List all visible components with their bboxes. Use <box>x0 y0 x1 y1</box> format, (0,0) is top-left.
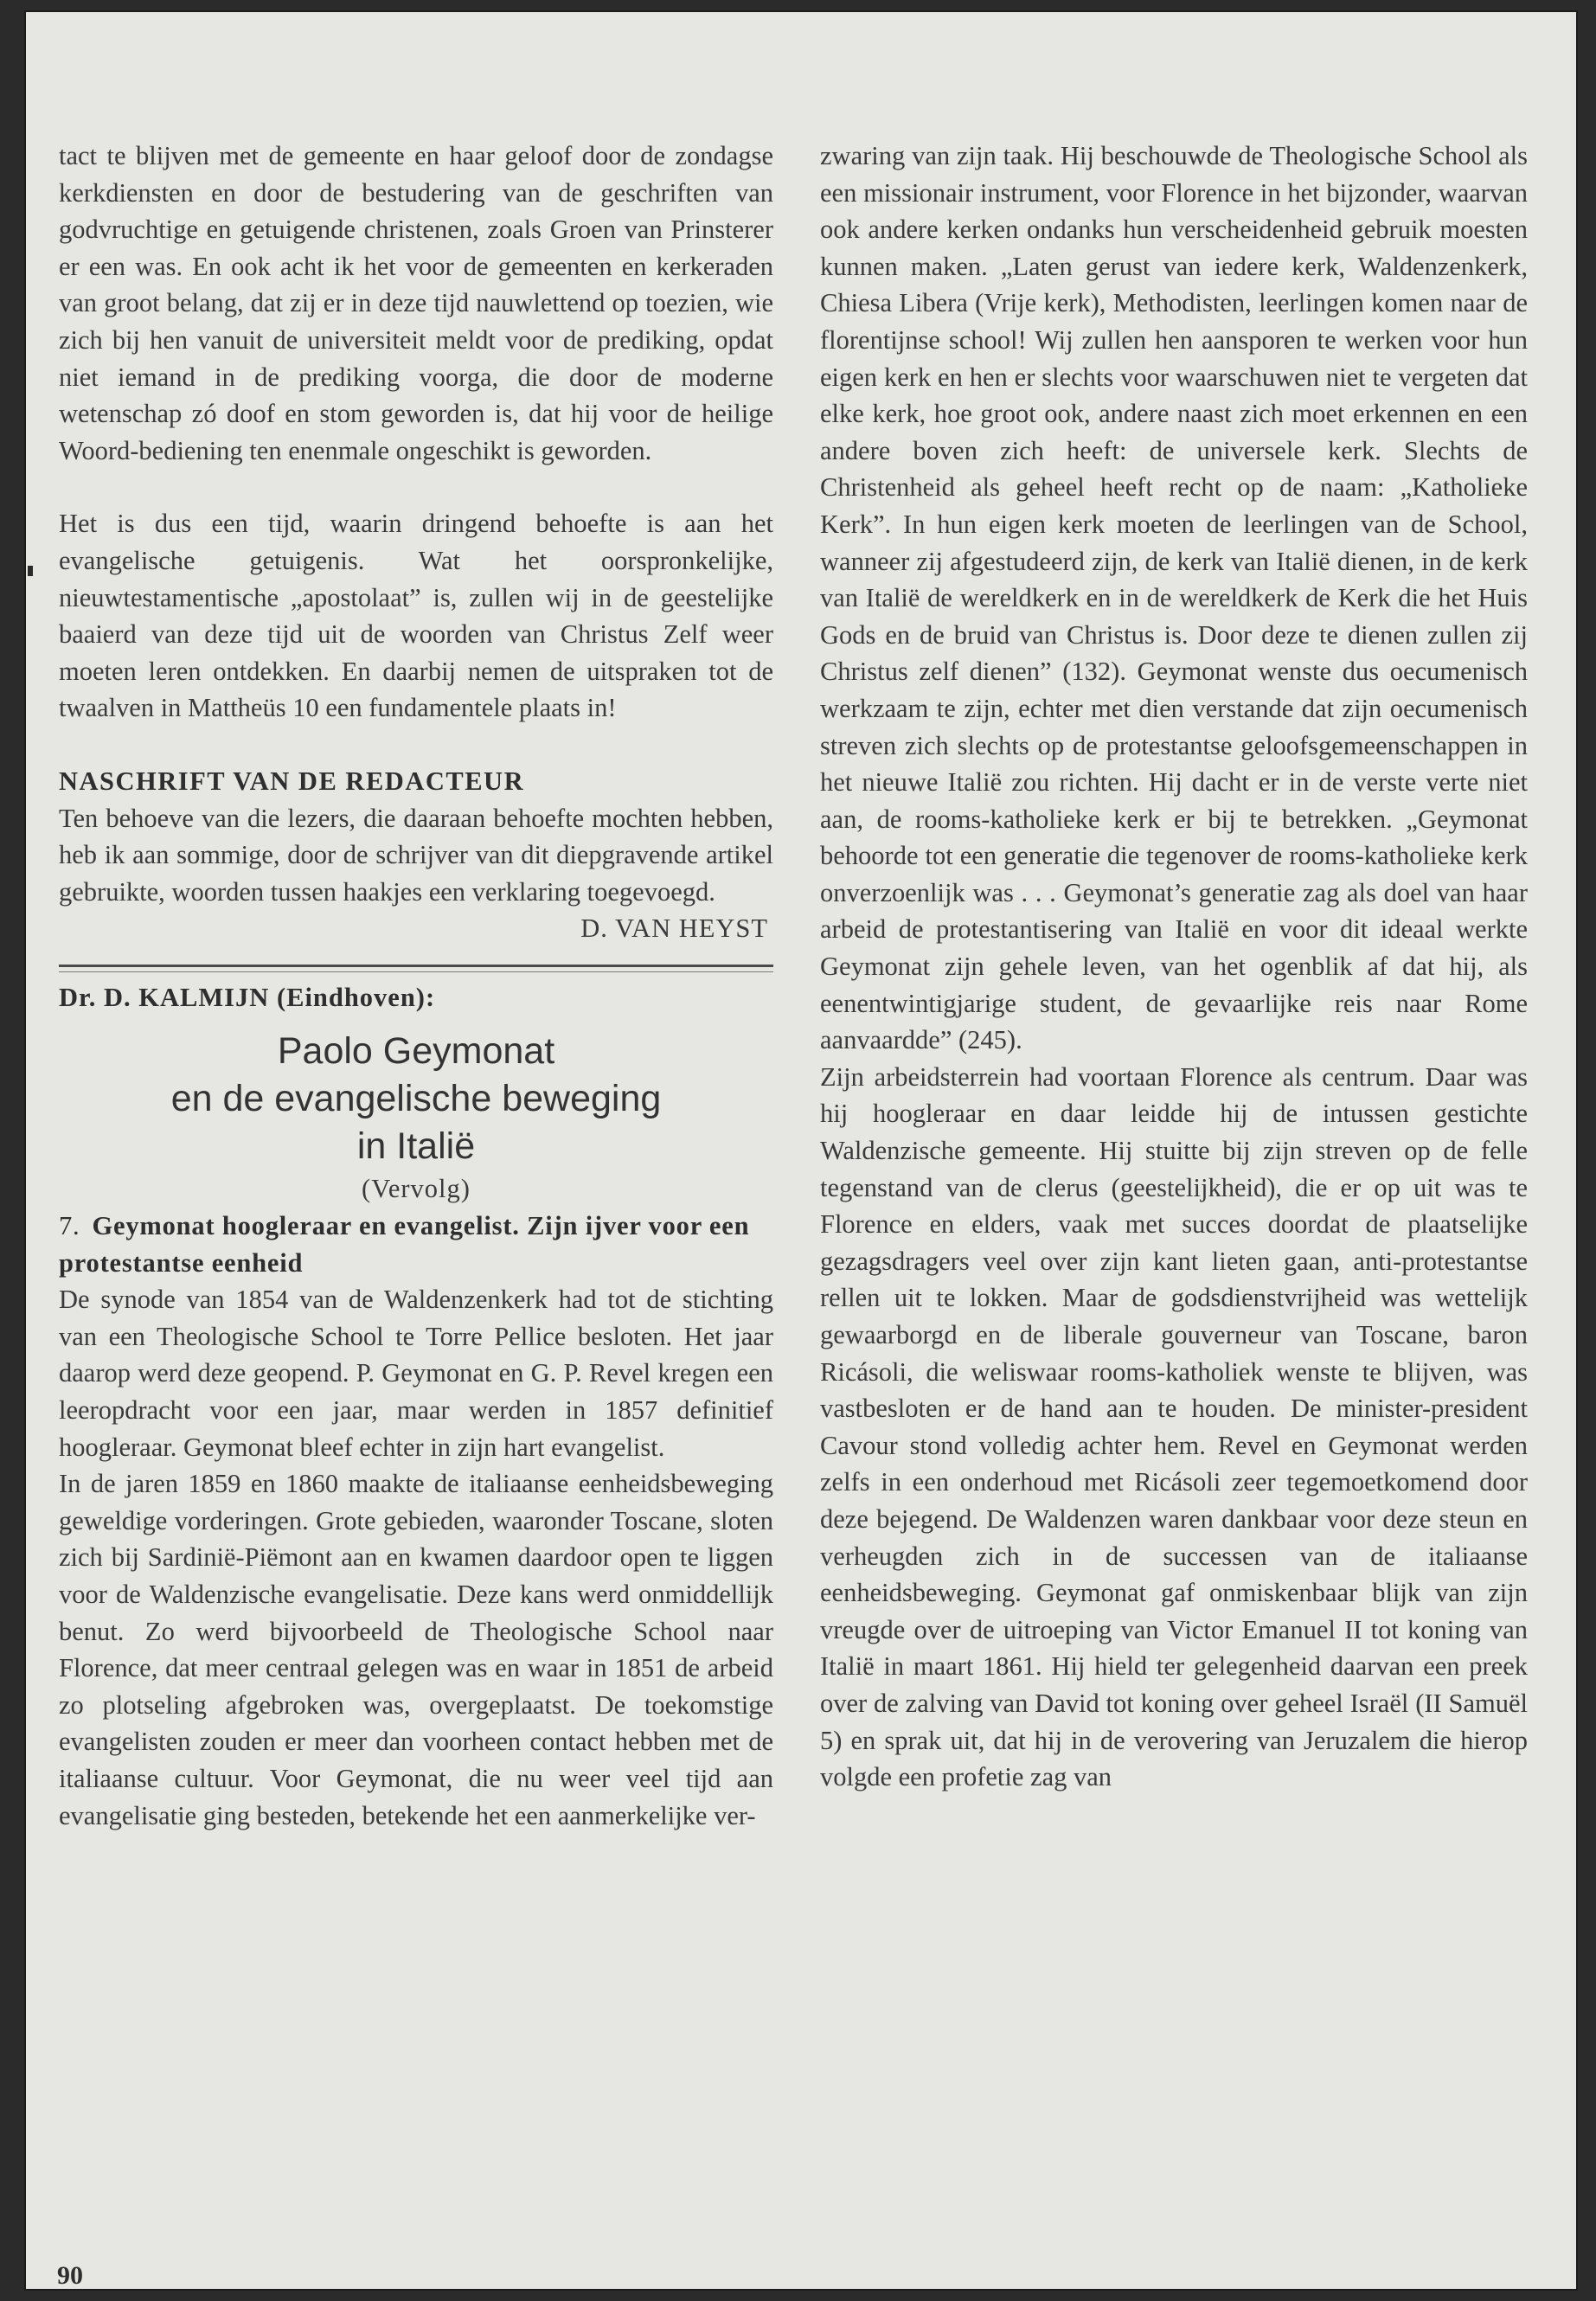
postscript-heading: NASCHRIFT VAN DE REDACTEUR <box>59 766 525 796</box>
scan-edge-mark <box>28 566 33 576</box>
right-column <box>820 138 1528 1796</box>
article-title-line: en de evangelische beweging <box>170 1078 662 1120</box>
article-subtitle: (Vervolg) <box>362 1174 471 1204</box>
section-heading-text: Geymonat hoogleraar en evangelist. Zijn ijver voor een protestantse eenheid <box>59 1211 750 1278</box>
body-paragraph: zwaring van zijn taak. Hij beschouwde de Theologische School als een missionair instrument, voor Florence in het bijzonder, waarvan ook andere kerken ondanks hun verscheidenheid gebruik moesten kunnen maken. „Laten gerust van iedere kerk, Waldenzenkerk, Chiesa Libera (Vrije kerk), Methodisten, leerlingen komen naar de florentijnse school! Wij zullen hen aansporen te werken voor hun eigen kerk en hen er slechts voor waarschuwen niet te vergeten dat elke kerk, hoe groot ook, andere naast zich moet erkennen en een andere boven zich heeft: de universele kerk. Slechts de Christenheid als geheel heeft recht op de naam: „Katholieke Kerk”. In hun eigen kerk moeten de leerlingen van de School, wanneer zij afgestudeerd zijn, de kerk van Italië dienen, in de kerk van Italië de wereldkerk en in de wereldkerk de Kerk die het Huis Gods en de bruid van Christus is. Door deze te dienen zullen zij Christus zelf dienen” (132). Geymonat wenste dus oecumenisch werkzaam te zijn, echter met dien verstande dat zijn oecumenisch streven zich slechts op de protestantse geloofsgemeenschappen in het nieuwe Italië zou richten. Hij dacht er in de verste verte niet aan, de rooms-katholieke kerk er bij te betrekken. „Geymonat behoorde tot een generatie die tegenover de rooms-katholieke kerk onverzoenlijk was . . . Geymonat’s generatie zag als doel van haar arbeid de protestantisering van Italië en voor dit ideaal werkte Geymonat zijn gehele leven, van het ogenblik af dat hij, als eenentwintigjarige student, de gevaarlijke reis naar Rome aanvaardde” (245). <box>820 141 1528 1055</box>
section-heading <box>59 1208 773 1281</box>
article-title-line: in Italië <box>356 1125 476 1168</box>
article-title-line: Paolo Geymonat <box>277 1030 555 1073</box>
section-number: 7. <box>59 1211 80 1241</box>
body-paragraph: De synode van 1854 van de Waldenzenkerk had tot de stichting van een Theologische School te Torre Pellice besloten. Het jaar daarop werd deze geopend. P. Geymonat en G. P. Revel kregen een leeropdracht voor een jaar, maar werden in 1857 definitief hoogleraar. Geymonat bleef echter in zijn hart evangelist. <box>59 1285 773 1462</box>
section-divider <box>59 965 773 972</box>
article-title <box>59 1028 773 1170</box>
paragraph-gap <box>59 469 773 505</box>
body-paragraph: In de jaren 1859 en 1860 maakte de italiaanse eenheidsbeweging geweldige vorderingen. Grote gebieden, waaronder Toscane, sloten zich bij Sardinië-Piëmont aan en kwamen daardoor open te liggen voor de Waldenzische evangelisatie. Deze kans werd onmiddellijk benut. Zo werd bijvoorbeeld de Theologische School naar Florence, dat meer centraal gelegen was en waar in 1851 de arbeid zo plotseling afgebroken was, overgeplaatst. De toekomstige evangelisten zouden er meer dan voorheen contact hebben met de italiaanse cultuur. Voor Geymonat, die nu weer veel tijd aan evangelisatie ging besteden, betekende het een aanmerkelijke ver- <box>59 1469 773 1830</box>
body-paragraph: Het is dus een tijd, waarin dringend behoefte is aan het evangelische getuigenis. Wat het oorspronkelijke, nieuwtestamentische „apostolaat” is, zullen wij in de geestelijke baaierd van deze tijd uit de woorden van Christus Zelf weer moeten leren ontdekken. En daarbij nemen de uitspraken tot de twaalven in Mattheüs 10 een fundamentele plaats in! <box>59 509 773 723</box>
paragraph-gap <box>59 727 773 763</box>
editor-signature: D. VAN HEYST <box>580 913 768 944</box>
body-paragraph: tact te blijven met de gemeente en haar geloof door de zondagse kerkdiensten en door de bestudering van de geschriften van godvruchtige en getuigende christenen, zoals Groen van Prinsterer er een was. En ook acht ik het voor de gemeenten en kerkeraden van groot belang, dat zij er in deze tijd nauwlettend op toezien, wie zich bij hen vanuit de universiteit meldt voor de prediking, opdat niet iemand in de prediking voorga, die door de moderne wetenschap zó doof en stom geworden is, dat hij voor de heilige Woord-bediening ten enenmale ongeschikt is geworden. <box>59 141 773 465</box>
body-paragraph: Zijn arbeidsterrein had voortaan Florence als centrum. Daar was hij hoogleraar en daar leidde hij de intussen gestichte Waldenzische gemeente. Hij stuitte bij zijn streven op de felle tegenstand van de clerus (geestelijkheid), die er op uit was te Florence en elders, vaak met succes doordat de plaatselijke gezagsdragers veel over zijn kant lieten gaan, anti-protestantse rellen uit te lokken. Maar de godsdienstvrijheid was wettelijk gewaarborgd en de liberale gouverneur van Toscane, baron Ricásoli, die weliswaar rooms-katholiek wenste te blijven, was vastbesloten er de hand aan te houden. De minister-president Cavour stond volledig achter hem. Revel en Geymonat werden zelfs in een onderhoud met Ricásoli zeer tegemoetkomend door deze bejegend. De Waldenzen waren dankbaar voor deze steun en verheugden zich in de successen van de italiaanse eenheidsbeweging. Geymonat gaf onmiskenbaar blijk van zijn vreugde over de uitroeping van Victor Emanuel II tot koning van Italië in maart 1861. Hij hield ter gelegenheid daarvan een preek over de zalving van David tot koning over geheel Israël (II Samuël 5) en sprak uit, dat hij in de verovering van Jeruzalem die hierop volgde een profetie zag van <box>820 1061 1528 1792</box>
postscript-text: Ten behoeve van die lezers, die daaraan behoefte mochten hebben, heb ik aan sommige, door de schrijver van dit diepgravende artikel gebruikte, woorden tussen haakjes een verklaring toegevoegd. <box>59 803 773 907</box>
page-number: 90 <box>57 2261 83 2290</box>
magazine-page <box>26 12 1576 2289</box>
left-column <box>59 138 773 1834</box>
author-byline: Dr. D. KALMIJN (Eindhoven): <box>59 982 436 1012</box>
